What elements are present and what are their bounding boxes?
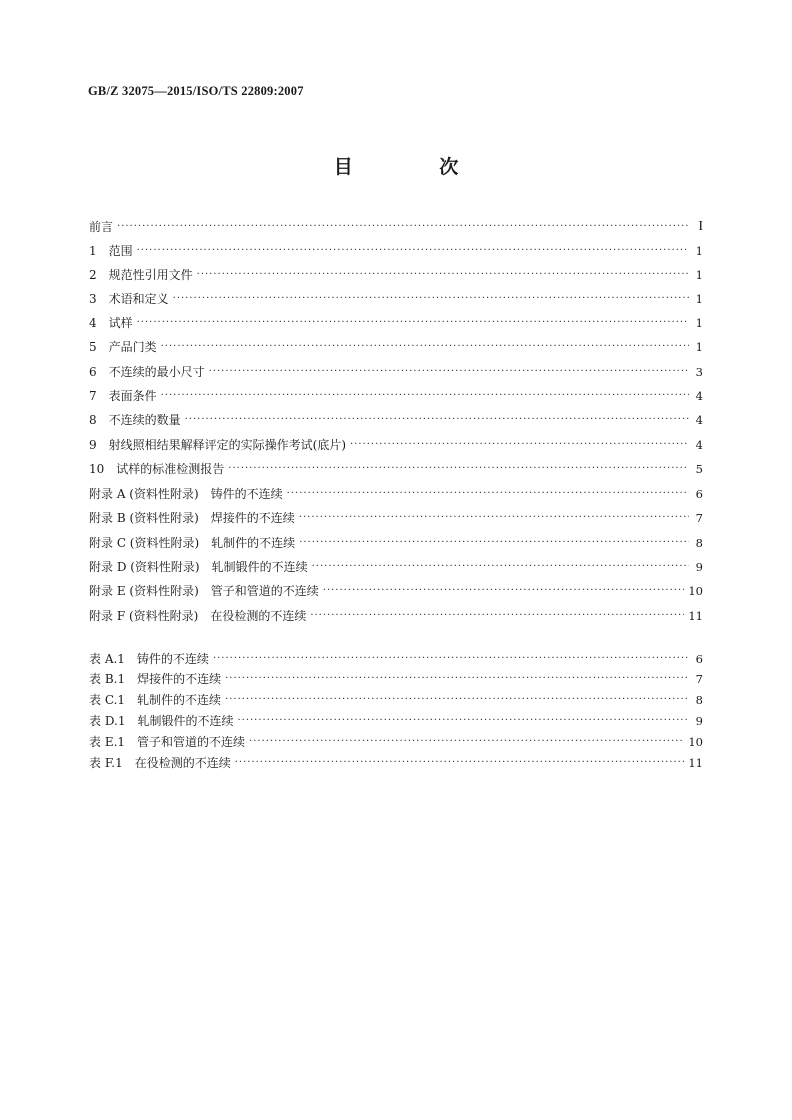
toc-entry-5[interactable] bbox=[89, 338, 703, 356]
toc-entry-label: 表 F.1 在役检测的不连续 bbox=[89, 756, 231, 770]
toc-entry-annex-d[interactable] bbox=[89, 558, 703, 576]
toc-leader-dots bbox=[299, 534, 689, 552]
toc-entry-page: 8 bbox=[695, 536, 703, 550]
toc-leader-dots bbox=[225, 691, 689, 709]
toc-entry-label: 4 试样 bbox=[89, 316, 133, 330]
toc-entry-page: 1 bbox=[695, 340, 703, 354]
toc-entry-label: 7 表面条件 bbox=[89, 389, 157, 403]
toc-entry-2[interactable] bbox=[89, 266, 703, 284]
toc-leader-dots bbox=[310, 607, 684, 625]
toc-leader-dots bbox=[312, 558, 689, 576]
toc-entry-page: 1 bbox=[695, 244, 703, 258]
toc-entry-page: 11 bbox=[688, 609, 703, 623]
toc-entry-table-d1[interactable] bbox=[89, 712, 703, 730]
toc-entry-page: 4 bbox=[695, 389, 703, 403]
toc-entry-page: 4 bbox=[695, 413, 703, 427]
document-code: GB/Z 32075—2015/ISO/TS 22809:2007 bbox=[88, 84, 304, 98]
toc-entry-page: 4 bbox=[695, 438, 703, 452]
toc-leader-dots bbox=[197, 266, 689, 284]
toc-entry-label: 附录 E (资料性附录) 管子和管道的不连续 bbox=[89, 584, 319, 598]
toc-entry-page: 10 bbox=[688, 584, 703, 598]
toc-entry-annex-c[interactable] bbox=[89, 534, 703, 552]
toc-entry-page: 5 bbox=[695, 462, 703, 476]
toc-entry-page: 6 bbox=[695, 652, 703, 666]
toc-entry-label: 10 试样的标准检测报告 bbox=[89, 462, 225, 476]
toc-leader-dots bbox=[137, 314, 689, 332]
toc-entry-label: 表 C.1 轧制件的不连续 bbox=[89, 693, 222, 707]
toc-entry-page: 3 bbox=[695, 365, 703, 379]
toc-leader-dots bbox=[299, 509, 689, 527]
toc-entry-label: 附录 D (资料性附录) 轧制锻件的不连续 bbox=[89, 560, 308, 574]
toc-leader-dots bbox=[173, 290, 689, 308]
toc-leader-dots bbox=[225, 670, 689, 688]
toc-entry-label: 前言 bbox=[89, 220, 114, 234]
toc-entry-label: 表 E.1 管子和管道的不连续 bbox=[89, 735, 246, 749]
toc-leader-dots bbox=[228, 460, 689, 478]
toc-entry-table-e1[interactable] bbox=[89, 733, 703, 751]
toc-leader-dots bbox=[117, 218, 689, 236]
toc-entry-page: 9 bbox=[695, 560, 703, 574]
toc-entry-label: 5 产品门类 bbox=[89, 340, 157, 354]
toc-leader-dots bbox=[213, 650, 689, 668]
toc-leader-dots bbox=[287, 485, 689, 503]
toc-entry-label: 表 B.1 焊接件的不连续 bbox=[89, 672, 222, 686]
toc-entry-page: 10 bbox=[688, 735, 703, 749]
toc-entry-label: 3 术语和定义 bbox=[89, 292, 169, 306]
toc-leader-dots bbox=[161, 338, 689, 356]
toc-entry-page: 9 bbox=[695, 714, 703, 728]
toc-entry-label: 附录 C (资料性附录) 轧制件的不连续 bbox=[89, 536, 296, 550]
toc-entry-page: 1 bbox=[695, 268, 703, 282]
toc-entry-label: 2 规范性引用文件 bbox=[89, 268, 193, 282]
toc-entry-7[interactable] bbox=[89, 387, 703, 405]
toc-entry-label: 表 A.1 铸件的不连续 bbox=[89, 652, 209, 666]
toc-entry-page: 6 bbox=[695, 487, 703, 501]
toc-leader-dots bbox=[161, 387, 689, 405]
toc-entry-table-c1[interactable] bbox=[89, 691, 703, 709]
toc-entry-page: 7 bbox=[695, 672, 703, 686]
toc-leader-dots bbox=[237, 712, 689, 730]
toc-entry-table-a1[interactable] bbox=[89, 650, 703, 668]
toc-entry-annex-a[interactable] bbox=[89, 485, 703, 503]
toc-entry-annex-b[interactable] bbox=[89, 509, 703, 527]
toc-entry-4[interactable] bbox=[89, 314, 703, 332]
toc-entry-label: 1 范围 bbox=[89, 244, 133, 258]
toc-entry-9[interactable] bbox=[89, 436, 703, 454]
toc-entry-label: 9 射线照相结果解释评定的实际操作考试(底片) bbox=[89, 438, 346, 452]
toc-leader-dots bbox=[350, 436, 689, 454]
toc-entry-10[interactable] bbox=[89, 460, 703, 478]
toc-entry-table-b1[interactable] bbox=[89, 670, 703, 688]
toc-entry-page: 7 bbox=[695, 511, 703, 525]
toc-entry-page: I bbox=[698, 219, 703, 234]
toc-entry-annex-f[interactable] bbox=[89, 607, 703, 625]
toc-leader-dots bbox=[185, 411, 689, 429]
toc-entry-label: 表 D.1 轧制锻件的不连续 bbox=[89, 714, 234, 728]
toc-leader-dots bbox=[323, 582, 685, 600]
toc-entry-page: 1 bbox=[695, 316, 703, 330]
toc-entry-1[interactable] bbox=[89, 242, 703, 260]
toc-entry-annex-e[interactable] bbox=[89, 582, 703, 600]
toc-entry-3[interactable] bbox=[89, 290, 703, 308]
toc-entry-foreword[interactable] bbox=[89, 218, 703, 236]
toc-entry-label: 附录 B (资料性附录) 焊接件的不连续 bbox=[89, 511, 295, 525]
toc-entry-table-f1[interactable] bbox=[89, 754, 703, 772]
toc-leader-dots bbox=[137, 242, 689, 260]
toc-leader-dots bbox=[249, 733, 684, 751]
toc-entry-label: 附录 F (资料性附录) 在役检测的不连续 bbox=[89, 609, 307, 623]
toc-leader-dots bbox=[209, 363, 689, 381]
toc-entry-page: 1 bbox=[695, 292, 703, 306]
toc-leader-dots bbox=[235, 754, 685, 772]
toc-entry-6[interactable] bbox=[89, 363, 703, 381]
toc-entry-label: 8 不连续的数量 bbox=[89, 413, 181, 427]
toc-entry-8[interactable] bbox=[89, 411, 703, 429]
toc-entry-page: 11 bbox=[688, 756, 703, 770]
toc-entry-label: 附录 A (资料性附录) 铸件的不连续 bbox=[89, 487, 283, 501]
toc-entry-page: 8 bbox=[695, 693, 703, 707]
toc-entry-label: 6 不连续的最小尺寸 bbox=[89, 365, 205, 379]
page-title: 目 次 bbox=[333, 156, 499, 178]
